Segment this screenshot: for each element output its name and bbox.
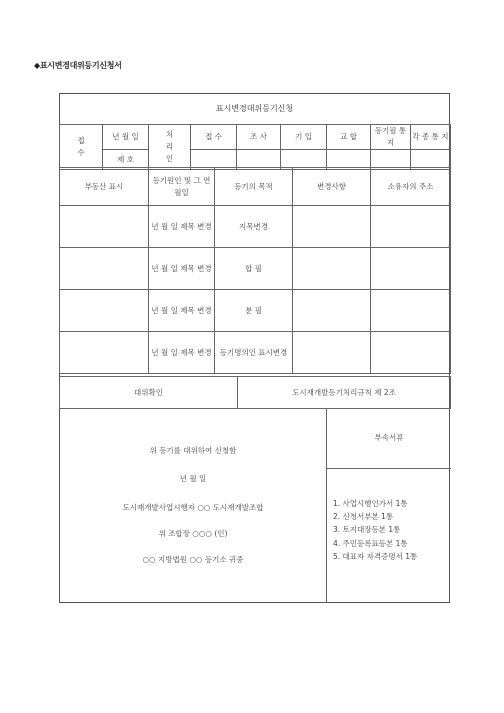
receipt-number-label: 제 호 xyxy=(103,150,149,170)
statement-applicant: 도시재개발사업시행자 ○○ 도시재개발조합 xyxy=(122,503,264,512)
purpose-cell: 등기명의인 표시변경 xyxy=(215,332,293,374)
property-cell xyxy=(60,248,149,290)
receipt-label: 접 수 xyxy=(60,125,103,170)
table-row xyxy=(60,332,451,374)
list-item: 3. 토지대장등본 1통 xyxy=(333,525,401,535)
cause-cell: 년 월 일 제목 변경 xyxy=(149,290,215,332)
subrogation-table xyxy=(59,376,451,409)
header-change: 변경사항 xyxy=(293,168,371,206)
cause-cell: 년 월 일 제목 변경 xyxy=(149,332,215,374)
change-cell xyxy=(293,206,371,248)
cause-cell: 년 월 일 제목 변경 xyxy=(149,206,215,248)
header-property: 부동산 표시 xyxy=(60,168,149,206)
receipt-table xyxy=(59,124,451,170)
change-cell xyxy=(293,332,371,374)
application-form xyxy=(59,93,450,603)
owner-address-cell xyxy=(371,248,451,290)
purpose-cell: 분 필 xyxy=(215,290,293,332)
cause-cell: 년 월 일 제목 변경 xyxy=(149,248,215,290)
table-row xyxy=(60,290,451,332)
list-item: 5. 대표자 자격증명서 1통 xyxy=(333,551,418,561)
owner-address-cell xyxy=(371,290,451,332)
statement-block xyxy=(60,408,326,603)
statement-date: 년 월 일 xyxy=(179,474,207,483)
col-collate: 교 합 xyxy=(327,125,371,150)
main-table xyxy=(59,167,451,374)
list-item: 4. 주민등록표등본 1통 xyxy=(333,538,408,548)
list-item: 2. 신청서부본 1통 xyxy=(333,512,394,522)
statement-line: 위 등기를 대위하여 신청함 xyxy=(149,446,237,455)
subrogation-value: 도시재개발등기처리규칙 제 2조 xyxy=(238,377,451,409)
list-item: 1. 사업시행인가서 1통 xyxy=(333,499,408,508)
col-accept: 접 수 xyxy=(191,125,237,150)
owner-address-cell xyxy=(371,332,451,374)
purpose-cell: 지목변경 xyxy=(215,206,293,248)
property-cell xyxy=(60,332,149,374)
statement-chairman: 위 조합장 ○○○ (인) xyxy=(158,529,228,538)
statement-court: ○○ 지방법원 ○○ 등기소 귀중 xyxy=(142,555,244,564)
owner-address-cell xyxy=(371,206,451,248)
processing-label: 처 리 인 xyxy=(149,125,191,170)
form-title: 표시변경대위등기신청 xyxy=(215,104,294,113)
attachments-list xyxy=(333,497,417,563)
property-cell xyxy=(60,206,149,248)
attachments-block xyxy=(326,408,451,603)
header-purpose: 등기의 목적 xyxy=(215,168,293,206)
subrogation-label: 대위확인 xyxy=(60,377,238,409)
col-completion-notice: 등기필 통 지 xyxy=(371,125,411,150)
change-cell xyxy=(293,290,371,332)
col-various-notice: 각 종 통 지 xyxy=(411,125,451,150)
change-cell xyxy=(293,248,371,290)
property-cell xyxy=(60,290,149,332)
table-row xyxy=(60,248,451,290)
attachments-title: 부속서류 xyxy=(327,408,451,469)
col-investigate: 조 사 xyxy=(237,125,281,150)
purpose-cell: 합 필 xyxy=(215,248,293,290)
table-row xyxy=(60,206,451,248)
page-heading: ◆표시변경대위등기신청서 xyxy=(34,61,122,70)
header-owner-address: 소유자의 주소 xyxy=(371,168,451,206)
receipt-date-label: 년 월 일 xyxy=(103,125,149,150)
header-cause: 등기원인 및 그 연월일 xyxy=(149,168,215,206)
col-record: 기 입 xyxy=(281,125,327,150)
